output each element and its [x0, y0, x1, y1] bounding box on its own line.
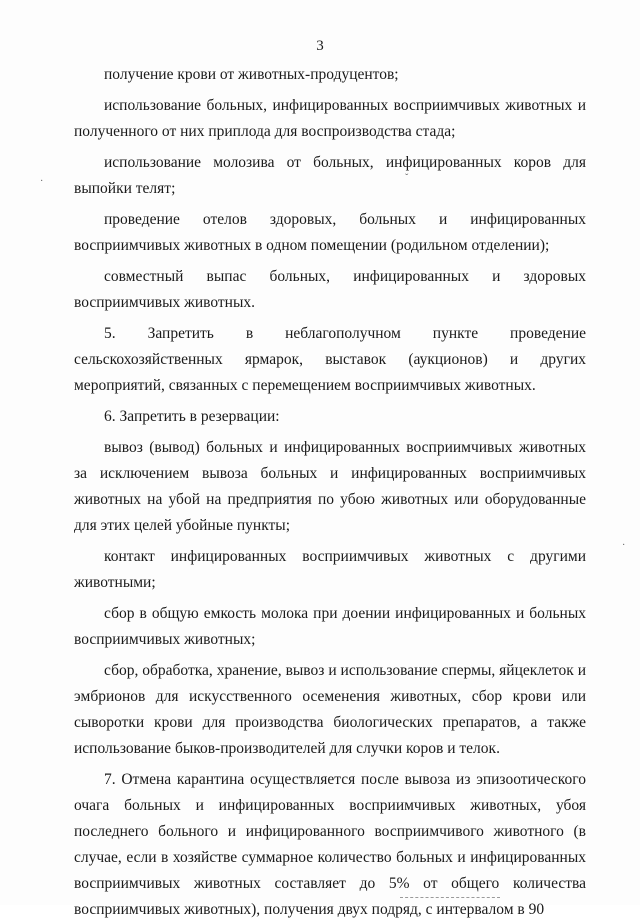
paragraph: использование больных, инфицированных восприимчивых животных и полученного от них приплода для воспроизводства стада;	[74, 97, 586, 140]
scan-speck: ˇ	[405, 173, 409, 184]
paragraph: сбор, обработка, хранение, вывоз и использование спермы, яйцеклеток и эмбрионов для искусственного осеменения животных, сбор крови или сыворотки крови для производства биологических препаратов, а также использование быков-производителей для случки коров и телок.	[74, 662, 586, 757]
paragraph: получение крови от животных-продуцентов;	[104, 66, 399, 83]
paragraph: проведение отелов здоровых, больных и инфицированных восприимчивых животных в одном помещении (родильном отделении);	[74, 211, 586, 254]
paragraph: 5. Запретить в неблагополучном пункте проведение сельскохозяйственных ярмарок, выставок (аукционов) и других мероприятий, связанных с перемещением восприимчивых животных.	[74, 325, 586, 394]
paragraph: контакт инфицированных восприимчивых животных с другими животными;	[74, 548, 586, 591]
paragraph: сбор в общую емкость молока при доении инфицированных и больных восприимчивых животных;	[74, 605, 586, 648]
paragraph: использование молозива от больных, инфицированных коров для выпойки телят;	[74, 154, 586, 197]
paragraph: 6. Запретить в резервации:	[104, 408, 280, 425]
scan-edge-mark	[400, 897, 500, 900]
document-body	[74, 62, 586, 923]
paragraph: совместный выпас больных, инфицированных и здоровых восприимчивых животных.	[74, 268, 586, 311]
page-number: 3	[316, 38, 324, 54]
scan-speck: ·	[40, 176, 44, 187]
paragraph: вывоз (вывод) больных и инфицированных восприимчивых животных за исключением вывоза больных и инфицированных восприимчивых животных на убой на предприятия по убою животных или оборудованные для этих целей убойные пункты;	[74, 439, 586, 534]
paragraph: 7. Отмена карантина осуществляется после вывоза из эпизоотического очага больных и инфицированных восприимчивых животных, убоя последнего больного и инфицированного восприимчивого животного (в случае, если в хозяйстве суммарное количество больных и инфицированных восприимчивых животных составляет до 5% от общего количества восприимчивых животных), получения двух подряд, с интервалом в 90	[74, 771, 586, 918]
scan-speck: ·	[622, 540, 626, 551]
